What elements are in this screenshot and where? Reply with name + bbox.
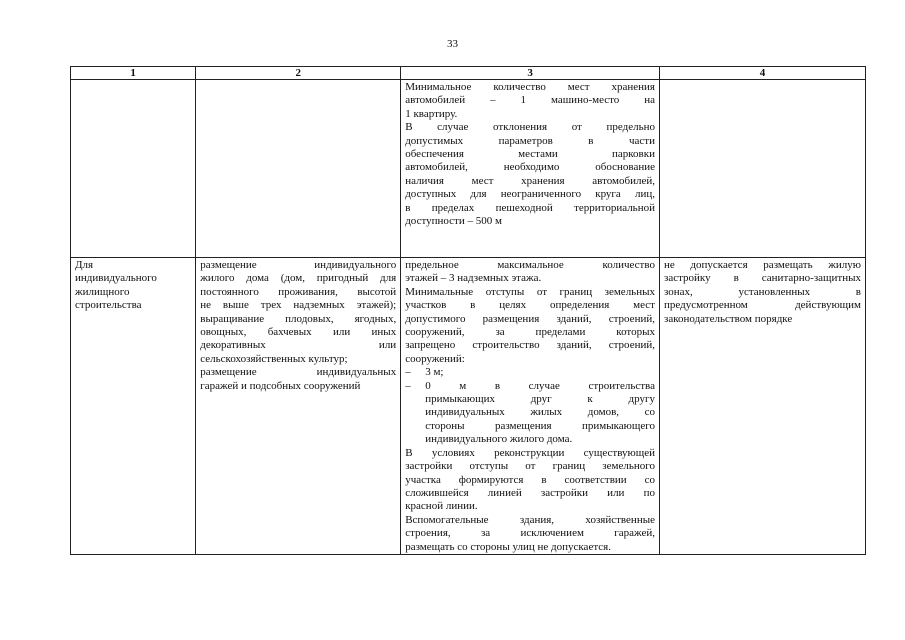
- header-cell-2: 2: [196, 67, 401, 80]
- text-line: овощных, бахчевых или иных: [200, 326, 397, 339]
- text-line: сооружений, за пределами которых: [405, 326, 655, 339]
- row1-col3-cell: [401, 80, 660, 258]
- text-line: стороны размещения примыкающего: [425, 419, 655, 432]
- text-line: постоянного проживания, высотой: [200, 285, 397, 298]
- land-use-type-cell: [71, 258, 196, 555]
- text-line: В случае отклонения от предельно: [405, 121, 655, 134]
- text-line: Минимальные отступы от границ земельных: [405, 285, 655, 298]
- text-line: Для: [75, 259, 94, 271]
- text-line: участка формируются в соответствии со: [405, 473, 655, 486]
- text-line: строительства: [75, 299, 142, 312]
- setback-item-1: [405, 366, 655, 379]
- text-line: этажей – 3 надземных этажа.: [405, 272, 542, 285]
- text-line: зонах, установленных в: [663, 285, 861, 298]
- text-line: размещение индивидуального: [200, 259, 397, 271]
- dash-marker: –: [405, 379, 411, 392]
- text-line: не выше трех надземных этажей);: [200, 299, 397, 312]
- page-number: 33: [447, 38, 458, 50]
- dash-marker: –: [405, 366, 411, 379]
- restrictions-cell: [659, 258, 865, 555]
- text-line: предельное максимальное количество: [405, 259, 655, 271]
- text-line: 1 квартиру.: [405, 107, 458, 120]
- row1-col1-cell: [71, 80, 196, 258]
- text-line: жилищного: [75, 285, 130, 298]
- text-line: размещение индивидуальных: [200, 366, 397, 379]
- text-line: индивидуальных жилых домов, со: [425, 406, 655, 419]
- header-row: [71, 67, 866, 80]
- text-line: застройку в санитарно-защитных: [663, 272, 861, 285]
- row1-col2-cell: [196, 80, 401, 258]
- text-line: размещать со стороны улиц не допускается.: [405, 540, 611, 553]
- text-line: участков в целях определения мест: [405, 299, 655, 312]
- text-line: гаражей и подсобных сооружений: [200, 379, 361, 392]
- text-line: обеспечения местами парковки: [405, 148, 655, 161]
- text-line: выращивание плодовых, ягодных,: [200, 312, 397, 325]
- text-line: не допускается размещать жилую: [663, 259, 861, 271]
- text-line: декоративных или: [200, 339, 397, 352]
- row1-col4-cell: [659, 80, 865, 258]
- text-line: примыкающих друг к другу: [425, 393, 655, 406]
- text-line: допустимых параметров в части: [405, 134, 655, 147]
- text-line: В условиях реконструкции существующей: [405, 446, 655, 459]
- text-line: доступности – 500 м: [405, 215, 502, 228]
- text-line: Минимальное количество мест хранения: [405, 81, 655, 93]
- text-line: автомобилей, необходимо обоснование: [405, 161, 655, 174]
- text-line: застройки отступы от границ земельного: [405, 460, 655, 473]
- permitted-use-description-cell: [196, 258, 401, 555]
- header-cell-3: 3: [401, 67, 660, 80]
- text-line: сельскохозяйственных культур;: [200, 352, 348, 365]
- text-line: Вспомогательные здания, хозяйственные: [405, 513, 655, 526]
- header-cell-4: 4: [659, 67, 865, 80]
- table-row: [71, 80, 866, 258]
- text-line: доступных для неограниченного круга лиц,: [405, 188, 655, 201]
- text-line: автомобилей – 1 машино-место на: [405, 94, 655, 107]
- text-line: в пределах пешеходной территориальной: [405, 201, 655, 214]
- text-line: допустимого размещения зданий, строений,: [405, 312, 655, 325]
- text-line: запрещено строительство зданий, строений,: [405, 339, 655, 352]
- table-row: [71, 258, 866, 555]
- text-line: красной линии.: [405, 500, 478, 513]
- text-line: жилого дома (дом, пригодный для: [200, 272, 397, 285]
- text-line: сложившейся линией застройки или по: [405, 486, 655, 499]
- text-line: предусмотренном действующим: [663, 299, 861, 312]
- setback-item-2: [405, 380, 655, 447]
- text-line: 0 м в случае строительства: [425, 379, 655, 392]
- text-line: строения, за исключением гаражей,: [405, 527, 655, 540]
- parameters-bottom-block: [405, 447, 655, 554]
- setback-item-2-text: [425, 380, 655, 447]
- text-line: сооружений:: [405, 352, 465, 365]
- text-line: индивидуального: [75, 272, 157, 285]
- regulations-table: [70, 66, 866, 555]
- text-line: наличия мест хранения автомобилей,: [405, 174, 655, 187]
- text-line: законодательством порядке: [663, 312, 793, 325]
- parameters-top-block: [405, 259, 655, 366]
- text-line: индивидуального жилого дома.: [425, 433, 573, 446]
- construction-parameters-cell: [401, 258, 660, 555]
- header-cell-1: 1: [71, 67, 196, 80]
- setback-item-1-text: 3 м;: [425, 366, 444, 379]
